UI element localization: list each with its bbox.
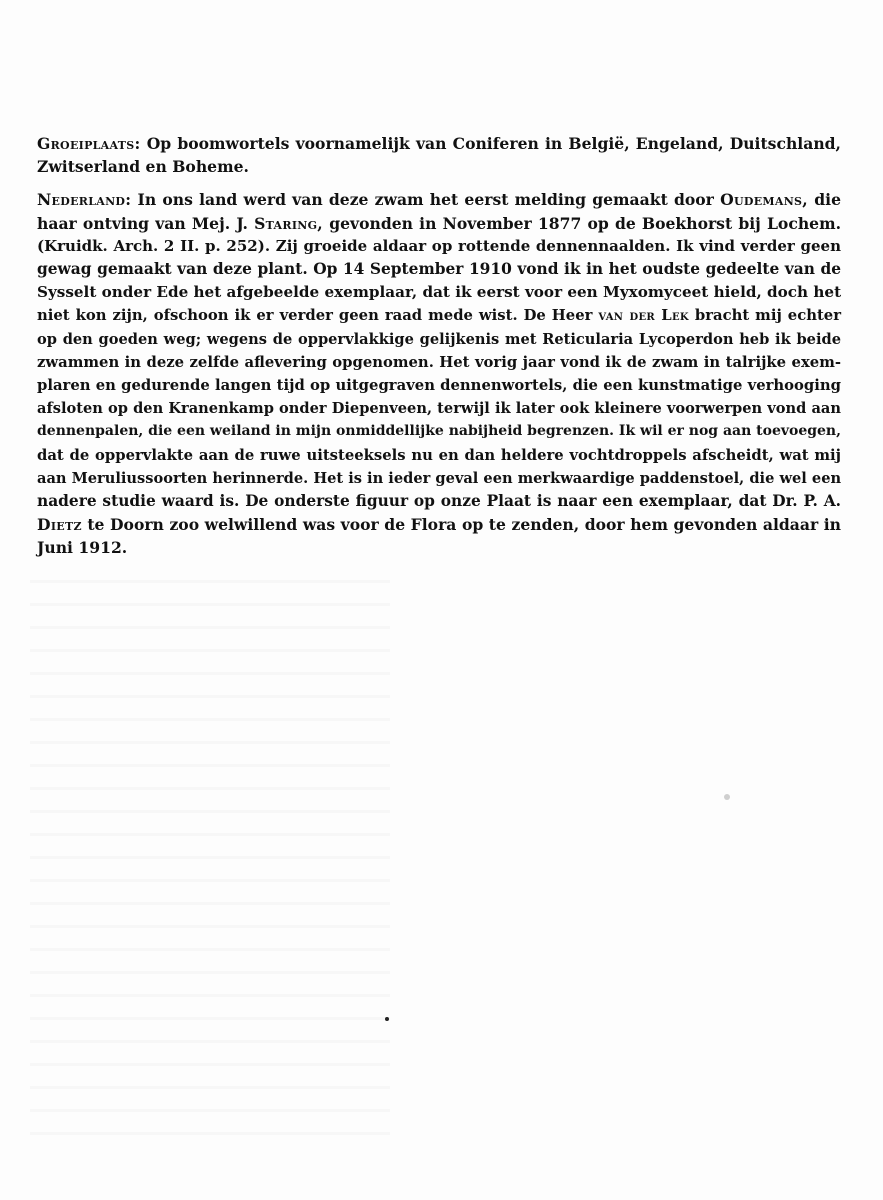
text-line: Juni 1912. <box>37 538 128 558</box>
text-line: zwammen in deze zelfde aflevering opgenomen. Het vorig jaar vond ik de zwam in talrijke exem- <box>37 353 841 371</box>
paragraph-groeiplaats <box>37 132 841 178</box>
text-line: gewag gemaakt van deze plant. Op 14 September 1910 vond ik in het oudste gedeelte van de <box>37 260 841 279</box>
text-line-content: Op boomwortels voornamelijk van Coniferen in België, Engeland, Duitschland, <box>146 134 841 153</box>
ink-speck <box>724 794 730 800</box>
text-line: dennenpalen, die een weiland in mijn onmiddellijke nabijheid begrenzen. Ik wil er nog aan toevoegen, <box>37 423 841 440</box>
section-heading-groeiplaats: Groeiplaats: <box>37 134 141 153</box>
text-line-content: niet kon zijn, ofschoon ik er verder geen raad mede wist. De Heer <box>37 307 593 325</box>
text-line: dat de oppervlakte aan de ruwe uitsteeksels nu en dan heldere vochtdroppels afscheidt, wat mij <box>37 446 841 464</box>
person-name: Dietz <box>37 515 82 535</box>
bleed-through-text <box>30 580 390 1140</box>
text-line-content: bracht mij echter <box>694 307 842 325</box>
text-line-content: haar ontving van Mej. J. <box>37 213 248 233</box>
text-line <box>37 304 841 327</box>
text-line-content: die <box>814 190 841 210</box>
text-line: afsloten op den Kranenkamp onder Diepenveen, terwijl ik later ook kleinere voorwerpen vond aan <box>37 400 841 418</box>
paragraph-nederland <box>37 188 841 559</box>
text-line-content: gevonden in November 1877 op de Boekhorst bij Lochem. <box>329 213 842 233</box>
text-line <box>37 132 841 155</box>
person-name: van der Lek <box>598 307 689 325</box>
person-name: Staring, <box>254 213 324 233</box>
section-heading-nederland: Nederland: <box>37 190 132 210</box>
text-line <box>37 188 841 211</box>
text-line: plaren en gedurende langen tijd op uitgegraven dennenwortels, die een kunstmatige verhooging <box>37 377 841 395</box>
text-line <box>37 212 841 235</box>
person-name: Oudemans, <box>720 190 809 210</box>
document-body <box>37 132 841 570</box>
text-line: Zwitserland en Boheme. <box>37 157 249 177</box>
text-line-content: te Doorn zoo welwillend was voor de Flora op te zenden, door hem gevonden aldaar in <box>87 515 842 535</box>
text-line <box>37 513 841 536</box>
text-line: op den goeden weg; wegens de oppervlakkige gelijkenis met Reticularia Lycoperdon heb ik beide <box>37 330 841 348</box>
text-line: aan Meruliussoorten herinnerde. Het is in ieder geval een merkwaardige paddenstoel, die wel een <box>37 469 842 487</box>
text-line-content: In ons land werd van deze zwam het eerst melding gemaakt door <box>137 190 714 210</box>
text-line: (Kruidk. Arch. 2 II. p. 252). Zij groeide aldaar op rottende dennennaalden. Ik vind verder geen <box>37 236 841 255</box>
text-line: nadere studie waard is. De onderste figuur op onze Plaat is naar een exemplaar, dat Dr. P. A. <box>37 492 841 511</box>
ink-speck <box>385 1017 389 1021</box>
text-line: Sysselt onder Ede het afgebeelde exemplaar, dat ik eerst voor een Myxomyceet hield, doch het <box>37 283 842 302</box>
